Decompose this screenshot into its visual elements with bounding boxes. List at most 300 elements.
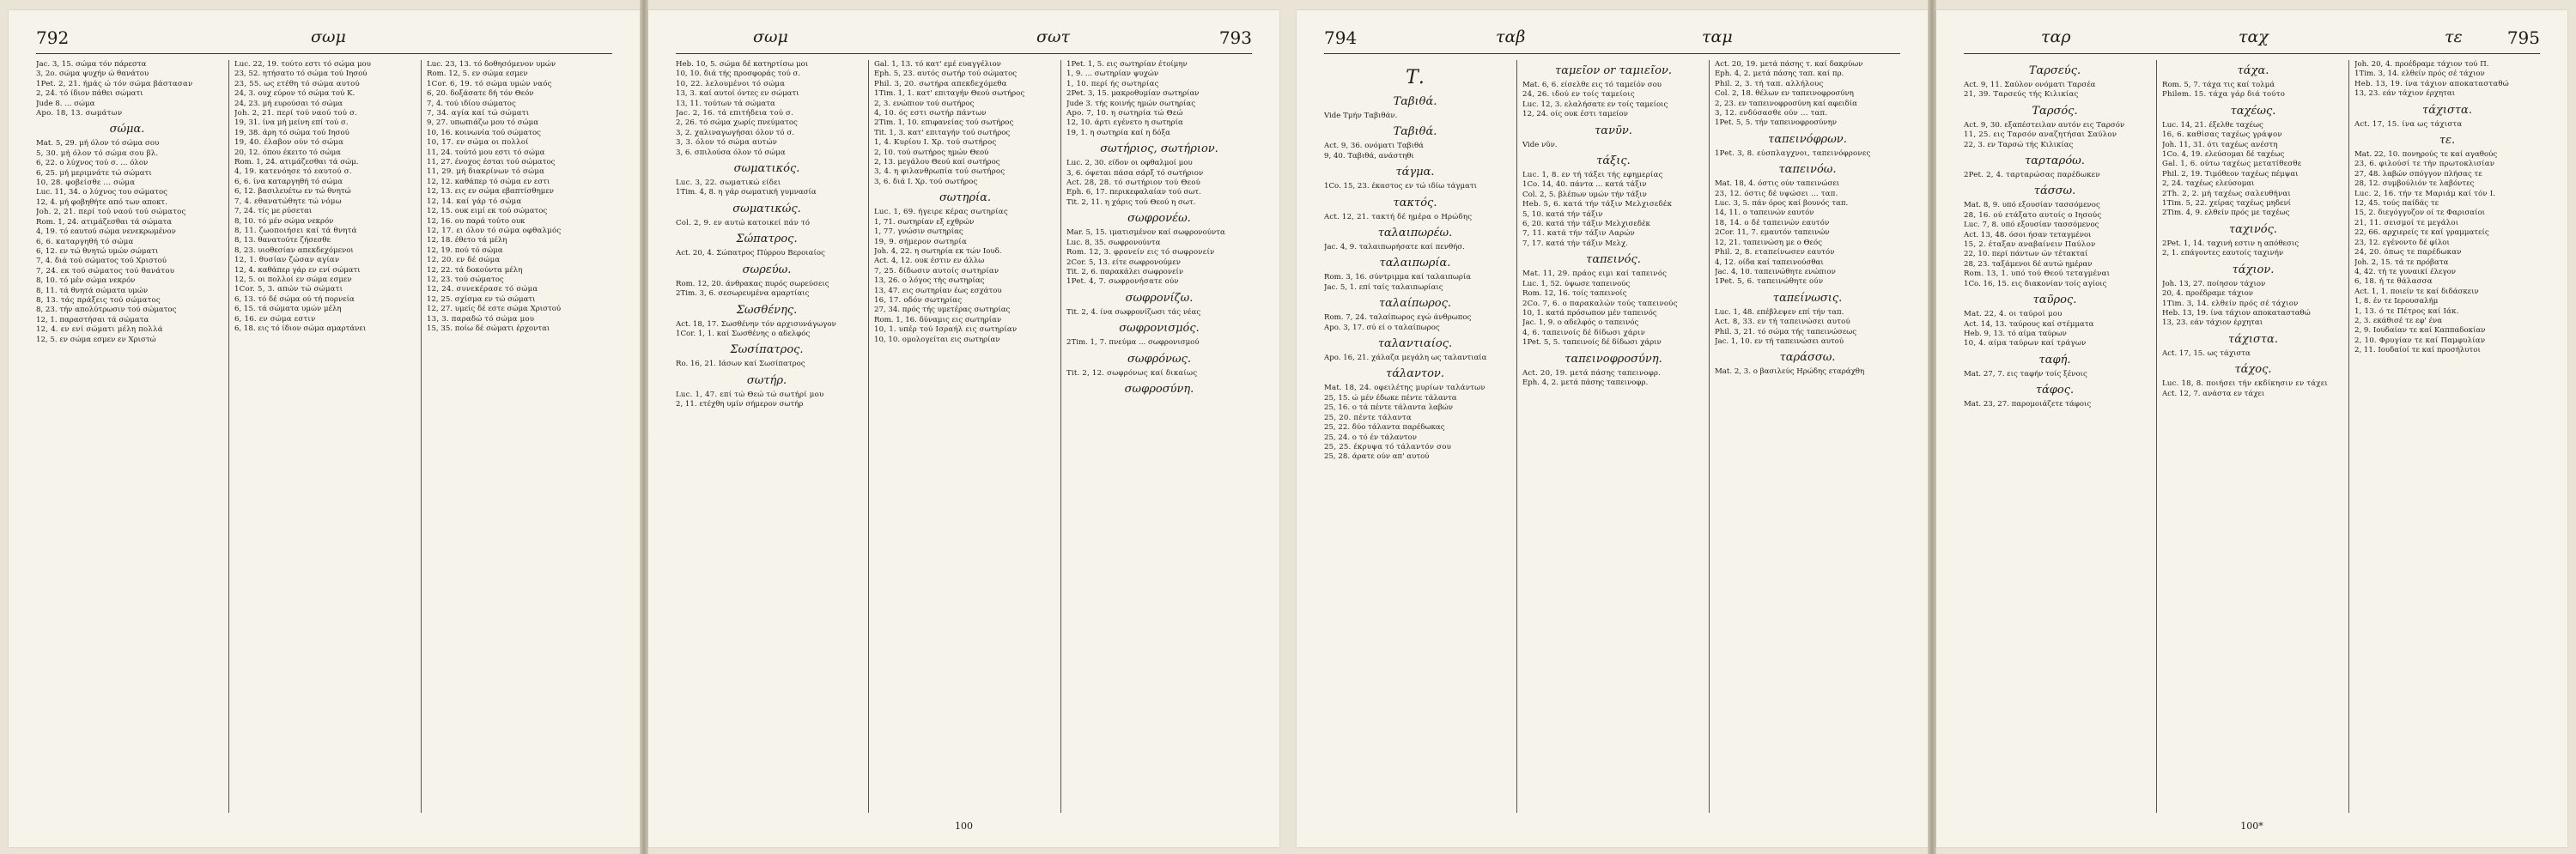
concordance-line: Luc. 12, 3. ελαλήσατε εν τοίς ταμείοις <box>1522 100 1668 109</box>
concordance-line: 1Cor. 5, 3. απών τώ σώματι <box>234 285 343 294</box>
concordance-line: 7, 25. δίδωσιν αυτοίς σωτηρίαν <box>874 266 999 276</box>
concordance-line: 1Pet. 5, 5. τήν ταπεινοφροσύνην <box>1715 118 1837 128</box>
concordance-line: Act. 8, 33. εν τή ταπεινώσει αυτού <box>1715 318 1850 327</box>
concordance-line: 16, 6. καθίσας ταχέως γράψον <box>2162 130 2282 140</box>
concordance-line: 24, 23. μή ευρούσαι τό σώμα <box>234 99 343 108</box>
concordance-line: 11, 25. εις Ταρσόν αναζητήσαι Σαύλον <box>1964 130 2117 140</box>
concordance-line: 13, 23. εάν τάχιον έρχηται <box>2354 89 2456 99</box>
concordance-line: Joh. 11, 31. ότι ταχέως ανέστη <box>2162 140 2278 149</box>
concordance-line: 8, 23. τήν απολύτρωσιν τού σώματος <box>36 306 177 315</box>
concordance-line: Col. 2, 9. εν αυτώ κατοικεί πάν τό <box>676 218 811 227</box>
entry-headword: τάχα. <box>2237 64 2269 77</box>
entry-headword: ταπεινός. <box>1586 253 1641 267</box>
concordance-line: 6, 25. μή μεριμνάτε τώ σώματι <box>36 168 152 178</box>
concordance-line: 11, 27. ένοχος έσται τού σώματος <box>427 158 556 167</box>
entry-headword: σώμα. <box>109 123 145 136</box>
concordance-line: 2, 9. Ιουδαίαν τε καί Καππαδοκίαν <box>2354 326 2486 336</box>
concordance-line: 6, 18. εις τό ίδιον σώμα αμαρτάνει <box>234 324 367 333</box>
concordance-line: 1, 71. σωτηρίαν εξ εχθρών <box>874 217 975 227</box>
concordance-line: 25, 22. δύο τάλαντα παρέδωκας <box>1324 423 1445 433</box>
entry-headword: σωφροσύνη. <box>1124 382 1194 396</box>
page-number: 792 <box>36 27 70 48</box>
column-1 <box>1964 60 2146 813</box>
concordance-line: Luc. 14, 21. έξελθε ταχέως <box>2162 120 2263 130</box>
entry-headword: τάγμα. <box>1395 166 1435 179</box>
concordance-line: 1Pet. 3, 8. εύσπλαγχνοι, ταπεινόφρονες <box>1715 148 1871 158</box>
concordance-line: 2, 10. Φρυγίαν τε καί Παμφυλίαν <box>2354 336 2486 345</box>
concordance-line: 24, 26. ιδού εν τοίς ταμείοις <box>1522 90 1635 100</box>
concordance-line: 10, 22. λελουμένοι τό σώμα <box>676 79 786 88</box>
text-columns <box>1324 60 1900 813</box>
concordance-line: 3, 2ο. σώμα ψυχήν ώ θανάτου <box>36 70 149 79</box>
concordance-line: 1Pet. 1, 5. εις σωτηρίαν έτοίμην <box>1066 60 1188 69</box>
concordance-line: 6, 22. ο λύχνος τού σ. ... όλον <box>36 159 149 168</box>
concordance-line: 11, 24. τούτό μου εστι τό σώμα <box>427 148 545 157</box>
concordance-line: 19, 38. άρη τό σώμα τού Ιησού <box>234 128 349 137</box>
page-header <box>1324 27 1900 50</box>
concordance-line: Rom. 1, 24. ατιμάζεσθαι τά σώμ. <box>234 158 359 167</box>
concordance-line: 15, 35. ποίω δέ σώματι έρχονται <box>427 324 550 333</box>
column-2 <box>868 60 1056 813</box>
entry-headword: σωφρονισμός. <box>1119 322 1200 336</box>
concordance-line: 10, 10. διά τής προσφοράς τού σ. <box>676 70 801 79</box>
entry-headword: σωματικός. <box>733 162 800 176</box>
concordance-line: Gal. 1, 13. τό κατ' εμέ ευαγγέλιον <box>874 60 1001 69</box>
concordance-line: 25, 25. έκρυψα τό τάλαντόν σου <box>1324 442 1452 451</box>
concordance-line: 19, 31. ίνα μή μείνη επί τού σ. <box>234 118 349 128</box>
concordance-line: Act. 4, 12. ουκ έστιν εν άλλω <box>874 257 985 266</box>
concordance-line: 8, 13. τάς πράξεις τού σώματος <box>36 295 161 305</box>
concordance-line: Jac. 4, 10. ταπεινώθητε ενώπιον <box>1715 267 1836 276</box>
concordance-line: Heb. 5, 6. κατά τήν τάξιν Μελχισεδέκ <box>1522 200 1673 209</box>
column-1 <box>36 60 218 813</box>
column-3 <box>1709 60 1900 813</box>
concordance-line: Act. 13, 48. όσοι ήσαν τεταγμένοι <box>1964 230 2092 239</box>
column-3 <box>421 60 612 813</box>
concordance-line: 19, 1. η σωτηρία καί η δόξα <box>1066 128 1170 137</box>
concordance-line: 23, 6. φιλούσί τε τήν πρωτοκλισίαν <box>2354 160 2495 169</box>
page-795 <box>1936 10 2567 847</box>
concordance-line: 6, 12. βασιλευέτω εν τώ θνητώ <box>234 187 351 197</box>
concordance-line: Act. 20, 4. Σώπατρος Πύρρου Βεροιαίος <box>676 249 825 258</box>
concordance-line: Ro. 16, 21. Ιάσων καί Σωσίπατρος <box>676 360 805 369</box>
entry-headword: ταλαντιαίος. <box>1377 337 1453 351</box>
concordance-line: Heb. 13, 19. ίνα τάχιον αποκατασταθώ <box>2354 79 2509 88</box>
concordance-line: 15, 2. διεγόγγυζον οί τε Φαρισαίοι <box>2354 209 2485 218</box>
concordance-line: Rom. 12, 16. τοίς ταπεινοίς <box>1522 289 1627 299</box>
running-head-left: ταρ <box>2041 27 2071 46</box>
concordance-line: 12, 21. ταπεινώση με ο Θεός <box>1715 238 1822 247</box>
concordance-line: Tit. 2, 6. παρακάλει σωφρονείν <box>1066 267 1184 276</box>
concordance-line: 15, 2. έταξαν αναβαίνειν Παύλον <box>1964 240 2096 250</box>
concordance-line: 8, 11. ζωοποιήσει καί τά θνητά <box>234 226 357 235</box>
concordance-line: 6, 20. δοξάσατε δή τόν Θεόν <box>427 89 534 99</box>
entry-headword: τάλαντον. <box>1386 367 1444 381</box>
concordance-line: 10, 16. κοινωνία τού σώματος <box>427 128 541 137</box>
concordance-line: Act. 12, 21. τακτή δέ ημέρα ο Ηρώδης <box>1324 212 1473 221</box>
concordance-line: Luc. 1, 47. επί τώ Θεώ τώ σωτήρί μου <box>676 390 824 399</box>
concordance-line: Tit. 1, 3. κατ' επιταγήν τού σωτήρος <box>874 128 1011 137</box>
concordance-line: 4, 12. οίδα καί ταπεινούσθαι <box>1715 257 1824 267</box>
concordance-line: 8, 11. τά θνητά σώματα υμών <box>36 286 149 295</box>
concordance-line: 13, 3. παραδώ τό σώμα μου <box>427 314 535 324</box>
concordance-line: Act. 17, 15. ως τάχιστα <box>2162 348 2251 358</box>
signature-mark: 100 <box>955 821 973 832</box>
concordance-line: Luc. 2, 16. τήν τε Μαριάμ καί τόν Ι. <box>2354 189 2496 198</box>
concordance-line: 2Cor. 5, 13. είτε σωφρονούμεν <box>1066 257 1181 267</box>
concordance-line: 7, 24. εκ τού σώματος τού θανάτου <box>36 266 175 276</box>
concordance-line: 12, 1. παραστήσαι τά σώματα <box>36 315 149 324</box>
entry-headword: τανῦν. <box>1595 124 1632 137</box>
concordance-line: 1, 8. έν τε Ιερουσαλήμ <box>2354 297 2439 306</box>
concordance-line: Luc. 1, 52. ύψωσε ταπεινούς <box>1522 279 1631 288</box>
concordance-line: 21, 39. Ταρσεύς τής Κιλικίας <box>1964 90 2079 100</box>
concordance-line: Jac. 1, 9. ο αδελφός ο ταπεινός <box>1522 318 1639 328</box>
column-2 <box>228 60 416 813</box>
concordance-line: 7, 4. εθανατώθητε τώ νόμω <box>234 197 342 206</box>
running-head-right: τε <box>2445 27 2463 46</box>
concordance-line: Mat. 8, 9. υπό εξουσίαν τασσόμενος <box>1964 201 2100 210</box>
concordance-line: 28, 12. συμβούλιόν τε λαβόντες <box>2354 179 2475 189</box>
page-792 <box>9 10 640 847</box>
column-1 <box>1324 60 1506 813</box>
concordance-line: 12, 45. τούς παίδάς τε <box>2354 199 2439 209</box>
entry-headword: τάχιον. <box>2232 263 2275 276</box>
concordance-line: 10, 1. υπέρ τού Ισραήλ εις σωτηρίαν <box>874 325 1018 335</box>
concordance-line: Apo. 7, 10. η σωτηρία τώ Θεώ <box>1066 109 1183 118</box>
concordance-line: Heb. 10, 5. σώμα δέ κατηρτίσω μοι <box>676 60 809 69</box>
entry-headword: ταφή. <box>2038 353 2071 366</box>
concordance-line: 12, 12. καθάπερ τό σώμα εν εστι <box>427 177 550 186</box>
concordance-line: 10, 10. ομολογείται εις σωτηρίαν <box>874 335 1000 344</box>
entry-headword: τάχιστα. <box>2422 103 2472 117</box>
concordance-line: 25, 16. ο τά πέντε τάλαντα λαβών <box>1324 403 1454 413</box>
entry-headword: Σωσθένης. <box>736 303 798 317</box>
concordance-line: Heb. 9, 13. τό αίμα ταύρων <box>1964 329 2067 338</box>
concordance-line: Luc. 8, 35. σωφρονούντα <box>1066 238 1161 247</box>
running-head-right: ταμ <box>1702 27 1733 46</box>
concordance-line: 4, 42. τή τε γυναικί έλεγον <box>2354 267 2457 276</box>
concordance-line: 6, 6. καταργηθή τό σώμα <box>36 237 134 246</box>
running-head-right: σωτ <box>1036 27 1070 46</box>
concordance-line: 2, 11. ετέχθη υμίν σήμερον σωτήρ <box>676 400 804 409</box>
concordance-line: 6, 20. κατά τήν τάξιν Μελχισεδέκ <box>1522 220 1650 229</box>
entry-headword: ταχέως. <box>2230 104 2276 118</box>
entry-headword: τάξις. <box>1596 154 1631 168</box>
header-rule <box>36 53 612 54</box>
entry-headword: ταλαιπωρία. <box>1379 257 1451 270</box>
page-header <box>1964 27 2540 50</box>
concordance-line: 12, 4. καθάπερ γάρ εν ενί σώματι <box>234 265 361 275</box>
concordance-line: Joh. 2, 21. περί τού ναού τού σ. <box>234 109 358 118</box>
concordance-line: 9, 40. Ταβιθά, ανάστηθι <box>1324 151 1414 161</box>
concordance-line: Col. 2, 18. θέλων εν ταπεινοφροσύνη <box>1715 89 1854 99</box>
concordance-line: Mar. 5, 15. ιματισμένον καί σωφρονούντα <box>1066 228 1225 238</box>
concordance-line: 4, 19. τό εαυτού σώμα νενεκρωμένον <box>36 227 176 237</box>
concordance-line: 2, 24. τό ίδιον πάθει σώματι <box>36 89 143 99</box>
concordance-line: 2Tim. 1, 7. πνεύμα ... σωφρονισμού <box>1066 338 1200 348</box>
concordance-line: Act. 18, 17. Σωσθένην τόν αρχισυνάγωγον <box>676 319 836 329</box>
entry-headword: Ταρσεύς. <box>2028 64 2081 77</box>
concordance-line: 1Co. 14, 40. πάντα ... κατά τάξιν <box>1522 180 1647 190</box>
concordance-line: Act. 9, 11. Σαύλον ονόματι Ταρσέα <box>1964 81 2096 89</box>
concordance-line: Act. 9, 30. εξαπέστειλαν αυτόν εις Ταρσόν <box>1964 120 2125 130</box>
concordance-line: 2, 13. μεγάλου Θεού καί σωτήρος <box>874 158 1000 167</box>
concordance-line: 2, 10. τού σωτήρος ημών Θεού <box>874 148 989 157</box>
entry-headword: σωρεύω. <box>742 263 792 276</box>
concordance-line: Act. 20, 19. μετά πάσης τ. καί δακρύων <box>1715 60 1863 69</box>
concordance-line: 1Co. 15, 23. έκαστος εν τώ ιδίω τάγματι <box>1324 182 1478 191</box>
concordance-line: 20, 4. προέδραμε τάχιον <box>2162 289 2253 299</box>
concordance-line: Act. 12, 7. ανάστα εν τάχει <box>2162 389 2265 398</box>
concordance-line: 4, 10. ός εστι σωτήρ πάντων <box>874 109 987 118</box>
concordance-line: Rom. 1, 16. δύναμις εις σωτηρίαν <box>874 315 1002 324</box>
concordance-line: Tit. 2, 12. σωφρόνως καί δικαίως <box>1066 368 1198 378</box>
concordance-line: 6, 16. εν σώμα εστιν <box>234 314 316 324</box>
concordance-line: Phil. 3, 21. τό σώμα τής ταπεινώσεως <box>1715 327 1857 336</box>
concordance-line: 22, 66. αρχιερείς τε καί γραμματείς <box>2354 228 2489 238</box>
text-columns <box>1964 60 2540 813</box>
concordance-line: 12, 5. εν σώμα εσμεν εν Χριστώ <box>36 335 156 344</box>
concordance-line: Luc. 18, 8. ποιήσει τήν εκδίκησιν εν τάχει <box>2162 379 2328 389</box>
concordance-line: 1Cor. 1, 1. καί Σωσθένης ο αδελφός <box>676 329 811 338</box>
concordance-line: 8, 13. θανατούτε ζήσεσθε <box>234 236 331 245</box>
concordance-line: 12, 27. υμείς δέ εστε σώμα Χριστού <box>427 305 562 314</box>
concordance-line: 3, 4. η φιλανθρωπία τού σωτήρος <box>874 167 1005 177</box>
entry-headword: ταῦρος. <box>2032 294 2077 307</box>
entry-headword: Ταβιθά. <box>1393 125 1437 139</box>
concordance-line: Jac. 4, 9. ταλαιπωρήσατε καί πενθήσ. <box>1324 243 1465 252</box>
concordance-line: 2, 23. εν ταπεινοφροσύνη καί αφειδία <box>1715 99 1857 108</box>
running-head-left: ταβ <box>1496 27 1526 46</box>
concordance-line: 1Pet. 2, 21. ήμάς ώ τόν σώμα βάστασαν <box>36 79 193 88</box>
section-letter: Τ. <box>1406 67 1425 88</box>
concordance-line: 7, 24. τίς με ρύσεται <box>234 207 313 216</box>
concordance-line: 7, 4. διά τού σώματος τού Χριστού <box>36 257 167 266</box>
entry-headword: σωφρονέω. <box>1127 212 1191 226</box>
concordance-line: Luc. 1, 48. επέβλεψεν επί τήν ταπ. <box>1715 307 1844 317</box>
concordance-line: 12, 15. ουκ ειμί εκ τού σώματος <box>427 207 548 216</box>
concordance-line: Rom. 1, 24. ατιμάζεσθαι τά σώματα <box>36 217 173 227</box>
concordance-line: 24, 3. ουχ εύρον τό σώμα τού Κ. <box>234 89 355 99</box>
concordance-line: Mat. 2, 3. ο βασιλεύς Ηρώδης εταράχθη <box>1715 367 1865 377</box>
column-3 <box>1060 60 1252 813</box>
concordance-line: 2, 26. τό σώμα χωρίς πνεύματος <box>676 118 798 128</box>
page-number: 795 <box>2506 27 2540 48</box>
concordance-line: 1Tim. 3, 14. ελθείν πρός σέ τάχιον <box>2162 299 2299 308</box>
concordance-line: Mat. 22, 10. πονηρούς τε καί αγαθούς <box>2354 150 2498 160</box>
entry-headword: ταλαιπωρέω. <box>1377 227 1453 240</box>
concordance-line: Mat. 23, 27. παρομοιάζετε τάφοις <box>1964 400 2092 409</box>
concordance-line: 6, 18. ή τε θάλασσα <box>2354 277 2433 287</box>
concordance-line: 7, 11. κατά τήν τάξιν Ααρών <box>1522 229 1635 239</box>
concordance-line: Tit. 2, 4. ίνα σωφρονίζωσι τάς νέας <box>1066 307 1201 317</box>
concordance-line: Vide Τμήν Ταβιθάν. <box>1324 112 1398 120</box>
signature-mark: 100* <box>2240 821 2263 832</box>
concordance-line: Philem. 15. τάχα γάρ διά τούτο <box>2162 90 2286 100</box>
entry-headword: ταπεινόω. <box>1778 163 1837 177</box>
concordance-line: 2, 3. εκάθισέ τε εφ' ένα <box>2354 316 2443 325</box>
entry-headword: ταπεινόφρων. <box>1768 132 1847 146</box>
concordance-line: Mat. 22, 4. οι ταύροί μου <box>1964 310 2063 319</box>
concordance-line: 23, 52. ητήσατο τό σώμα τού Ιησού <box>234 70 368 79</box>
concordance-line: Luc. 3, 22. σωματικώ είδει <box>676 179 781 188</box>
concordance-line: 12, 16. ου παρά τούτο ουκ <box>427 216 526 226</box>
concordance-line: Rom. 12, 5. εν σώμα εσμεν <box>427 70 528 79</box>
concordance-line: 1Pet. 4, 7. σωφρονήσατε ούν <box>1066 277 1179 287</box>
concordance-line: 3, 6. διά Ι. Χρ. τού σωτήρος <box>874 177 978 186</box>
concordance-line: Phil. 2, 8. εταπείνωσεν εαυτόν <box>1715 248 1835 257</box>
concordance-line: 20, 12. όπου έκειτο τό σώμα <box>234 148 341 157</box>
concordance-line: 16, 17. οδόν σωτηρίας <box>874 295 963 305</box>
concordance-line: Col. 2, 5. βλέπων υμών τήν τάξιν <box>1522 190 1647 199</box>
concordance-line: 2Pet. 2, 4. ταρταρώσας παρέδωκεν <box>1964 171 2100 180</box>
concordance-line: 25, 24. ο τό έν τάλαντον <box>1324 433 1417 442</box>
concordance-line: Act. 1, 1. ποιείν τε καί διδάσκειν <box>2354 287 2479 296</box>
header-rule <box>676 53 1252 54</box>
concordance-line: Jude 3. τής κοινής ημών σωτηρίας <box>1066 99 1196 108</box>
concordance-line: Luc. 11, 34. ο λύχνος του σώματος <box>36 188 167 197</box>
concordance-line: 12, 4. μή φοβηθήτε από των αποκτ. <box>36 197 167 207</box>
concordance-line: 2, 24. ταχέως ελεύσομαι <box>2162 179 2255 189</box>
concordance-line: 1Cor. 6, 19. τό σώμα υμών ναός <box>427 79 552 88</box>
entry-headword: Ταβιθά. <box>1393 95 1437 108</box>
concordance-line: 13, 3. καί αυτοί όντες εν σώματι <box>676 89 799 99</box>
entry-headword: ταπεινοφροσύνη. <box>1564 352 1662 366</box>
text-columns <box>676 60 1252 813</box>
concordance-line: 2Co. 7, 6. ο παρακαλών τούς ταπεινούς <box>1522 299 1678 308</box>
concordance-line: Jac. 3, 15. σώμα τόν πάρεστα <box>36 60 147 69</box>
concordance-line: 1Tim. 1, 1. κατ' επιταγήν Θεού σωτήρος <box>874 89 1025 99</box>
concordance-line: 10, 28. φοβείσθε ... σώμα <box>36 179 136 188</box>
concordance-line: Joh. 2, 15. τά τε πρόβατα <box>2354 257 2449 267</box>
entry-headword: ταράσσω. <box>1779 351 1836 365</box>
entry-headword: ταλαίπωρος. <box>1378 297 1452 311</box>
concordance-line: 2, 3. ενώπιον τού σωτήρος <box>874 99 975 108</box>
concordance-line: 23, 12. όστις δέ υψώσει ... ταπ. <box>1715 189 1838 198</box>
concordance-line: Vide νῦν. <box>1522 140 1558 149</box>
concordance-line: 6, 6. ίνα καταργηθή τό σώμα <box>234 177 343 186</box>
concordance-line: 4, 6. ταπεινοίς δέ δίδωσι χάριν <box>1522 328 1646 337</box>
concordance-line: Luc. 7, 8. υπό εξουσίαν τασσόμενος <box>1964 221 2099 230</box>
concordance-line: 14, 11. ο ταπεινών εαυτόν <box>1715 209 1814 218</box>
concordance-line: 5, 10. κατά τήν τάξιν <box>1522 209 1603 219</box>
entry-headword: ταρταρόω. <box>2025 154 2085 168</box>
concordance-line: Joh. 4, 22. η σωτηρία εκ τών Ιουδ. <box>874 246 1002 256</box>
concordance-line: 2Th. 2, 2. μή ταχέως σαλευθήναι <box>2162 189 2292 198</box>
concordance-line: 2Pet. 3, 15. μακροθυμίαν σωτηρίαν <box>1066 89 1200 99</box>
concordance-line: 11, 29. μή διακρίνων τό σώμα <box>427 167 545 177</box>
concordance-line: 27, 48. λαβών σπόγγον πλήσας τε <box>2354 169 2482 179</box>
concordance-line: 3, 6. όψεται πάσα σάρξ τό σωτήριον <box>1066 168 1204 178</box>
book-gutter <box>1928 0 1936 854</box>
concordance-line: 19, 40. έλαβον ούν τό σώμα <box>234 138 344 148</box>
concordance-line: Mat. 11, 29. πράος ειμι καί ταπεινός <box>1522 270 1668 279</box>
entry-headword: ταμεῖον or ταμιεῖον. <box>1555 64 1672 77</box>
column-2 <box>2156 60 2344 813</box>
concordance-line: Eph. 5, 23. αυτός σωτήρ τού σώματος <box>874 70 1018 79</box>
header-rule <box>1964 53 2540 54</box>
concordance-line: 23, 55. ως ετέθη τό σώμα αυτού <box>234 79 360 88</box>
concordance-line: 2Tim. 3, 6. σεσωρευμένα αμαρτίαις <box>676 289 810 299</box>
concordance-line: 12, 10. άρτι εγένετο η σωτηρία <box>1066 118 1183 128</box>
concordance-line: 6, 13. τό δέ σώμα ού τή πορνεία <box>234 294 355 304</box>
concordance-line: Phil. 3, 20. σωτήρα απεκδεχόμεθα <box>874 79 1007 88</box>
concordance-line: Luc. 22, 19. τούτο εστι τό σώμα μου <box>234 60 371 69</box>
concordance-line: 7, 4. τού ιδίου σώματος <box>427 99 516 108</box>
concordance-line: 2, 11. Ιουδαίοί τε καί προσήλυτοι <box>2354 346 2481 355</box>
concordance-line: 3, 12. ενδύσασθε ούν ... ταπ. <box>1715 109 1828 118</box>
concordance-line: 10, 17. εν σώμα οι πολλοί <box>427 138 529 148</box>
concordance-line: 8, 23. υιοθεσίαν απεκδεχόμενοι <box>234 245 354 255</box>
concordance-line: 27, 34. πρός τής υμετέρας σωτηρίας <box>874 306 1011 315</box>
entry-headword: τακτός. <box>1393 196 1437 209</box>
concordance-line: 10, 1. κατά πρόσωπον μέν ταπεινός <box>1522 308 1657 318</box>
concordance-line: 3, 3. όλον τό σώμα αυτών <box>676 138 778 148</box>
concordance-line: Mat. 27, 7. εις ταφήν τοίς ξένοις <box>1964 369 2087 379</box>
concordance-line: Joh. 20, 4. προέδραμε τάχιον τού Π. <box>2354 60 2489 69</box>
entry-headword: Σώπατρος. <box>736 233 798 246</box>
concordance-line: Mat. 18, 24. οφειλέτης μυρίων ταλάντων <box>1324 384 1485 393</box>
concordance-line: 1, 77. γνώσιν σωτηρίας <box>874 227 963 237</box>
header-rule <box>1324 53 1900 54</box>
concordance-line: Joh. 2, 21. περί τού ναού τού σώματος <box>36 208 186 217</box>
concordance-line: 2Tim. 4, 9. ελθείν πρός με ταχέως <box>2162 209 2290 218</box>
entry-headword: Σωσίπατρος. <box>730 343 804 357</box>
concordance-line: 12, 1. θυσίαν ζώσαν αγίαν <box>234 256 340 265</box>
concordance-line: 12, 22. τά δοκούντα μέλη <box>427 265 523 275</box>
concordance-line: 6, 12. εν τώ θνητώ υμών σώματι <box>36 246 159 256</box>
concordance-line: Eph. 6, 17. περικεφαλαίαν τού σωτ. <box>1066 188 1201 197</box>
concordance-line: Jac. 5, 1. επί ταίς ταλαιπωρίαις <box>1324 282 1443 292</box>
concordance-line: Jac. 1, 10. εν τή ταπεινώσει αυτού <box>1715 336 1844 346</box>
page-header <box>36 27 612 50</box>
book-gutter <box>640 0 648 854</box>
concordance-line: 12, 5. οι πολλοί εν σώμα εσμεν <box>234 275 352 284</box>
entry-headword: σωφρόνως. <box>1127 352 1191 366</box>
concordance-line: Mat. 5, 29. μή όλον τό σώμα σου <box>36 139 160 148</box>
right-spread <box>1288 0 2576 854</box>
concordance-line: 12, 4. εν ενί σώματι μέλη πολλά <box>36 325 163 335</box>
column-3 <box>2348 60 2540 813</box>
concordance-line: 1Pet. 5, 6. ταπεινώθητε ούν <box>1715 277 1824 287</box>
concordance-line: Act. 28, 28. τό σωτήριον τού Θεού <box>1066 179 1201 188</box>
concordance-line: 3, 2. χαλιναγωγήσαι όλον τό σ. <box>676 128 794 137</box>
concordance-line: 5, 30. μή όλον τό σώμα σου βλ. <box>36 148 159 158</box>
entry-headword: ταχινός. <box>2228 222 2278 236</box>
entry-headword: σωτήρ. <box>746 373 787 387</box>
concordance-line: Act. 14, 13. ταύρους καί στέμματα <box>1964 319 2094 329</box>
concordance-line: Luc. 3, 5. πάν όρος καί βουνός ταπ. <box>1715 199 1849 209</box>
concordance-line: 12, 14. καί γάρ τό σώμα <box>427 197 522 206</box>
entry-headword: τάχος. <box>2234 363 2272 377</box>
concordance-line: 28, 23. ταξάμενοι δέ αυτώ ημέραν <box>1964 259 2093 269</box>
page-number: 793 <box>1218 27 1252 48</box>
text-columns <box>36 60 612 813</box>
page-number: 794 <box>1324 27 1358 48</box>
concordance-line: Apo. 16, 21. χάλαζα μεγάλη ως ταλαντιαία <box>1324 354 1487 363</box>
concordance-line: Rom. 7, 24. ταλαίπωρος εγώ άνθρωπος <box>1324 313 1472 323</box>
concordance-line: 1, 4. Κυρίου Ι. Χρ. τού σωτήρος <box>874 138 997 148</box>
concordance-line: 1Co. 4, 19. ελεύσομαι δέ ταχέως <box>2162 150 2285 160</box>
concordance-line: Rom. 12, 3. φρονείν εις τό σωφρονείν <box>1066 248 1215 257</box>
concordance-line: 4, 19. κατενόησε τό εαυτού σ. <box>234 167 352 177</box>
concordance-line: Jude 8. ... σώμα <box>36 99 95 108</box>
concordance-line: Luc. 2, 30. είδον οι οφθαλμοί μου <box>1066 159 1193 168</box>
concordance-line: 24, 20. όπως τε παρέδωκαν <box>2354 248 2462 257</box>
concordance-line: 25, 20. πέντε τάλαντα <box>1324 413 1412 422</box>
concordance-line: 25, 28. άρατε ούν απ' αυτού <box>1324 452 1430 462</box>
